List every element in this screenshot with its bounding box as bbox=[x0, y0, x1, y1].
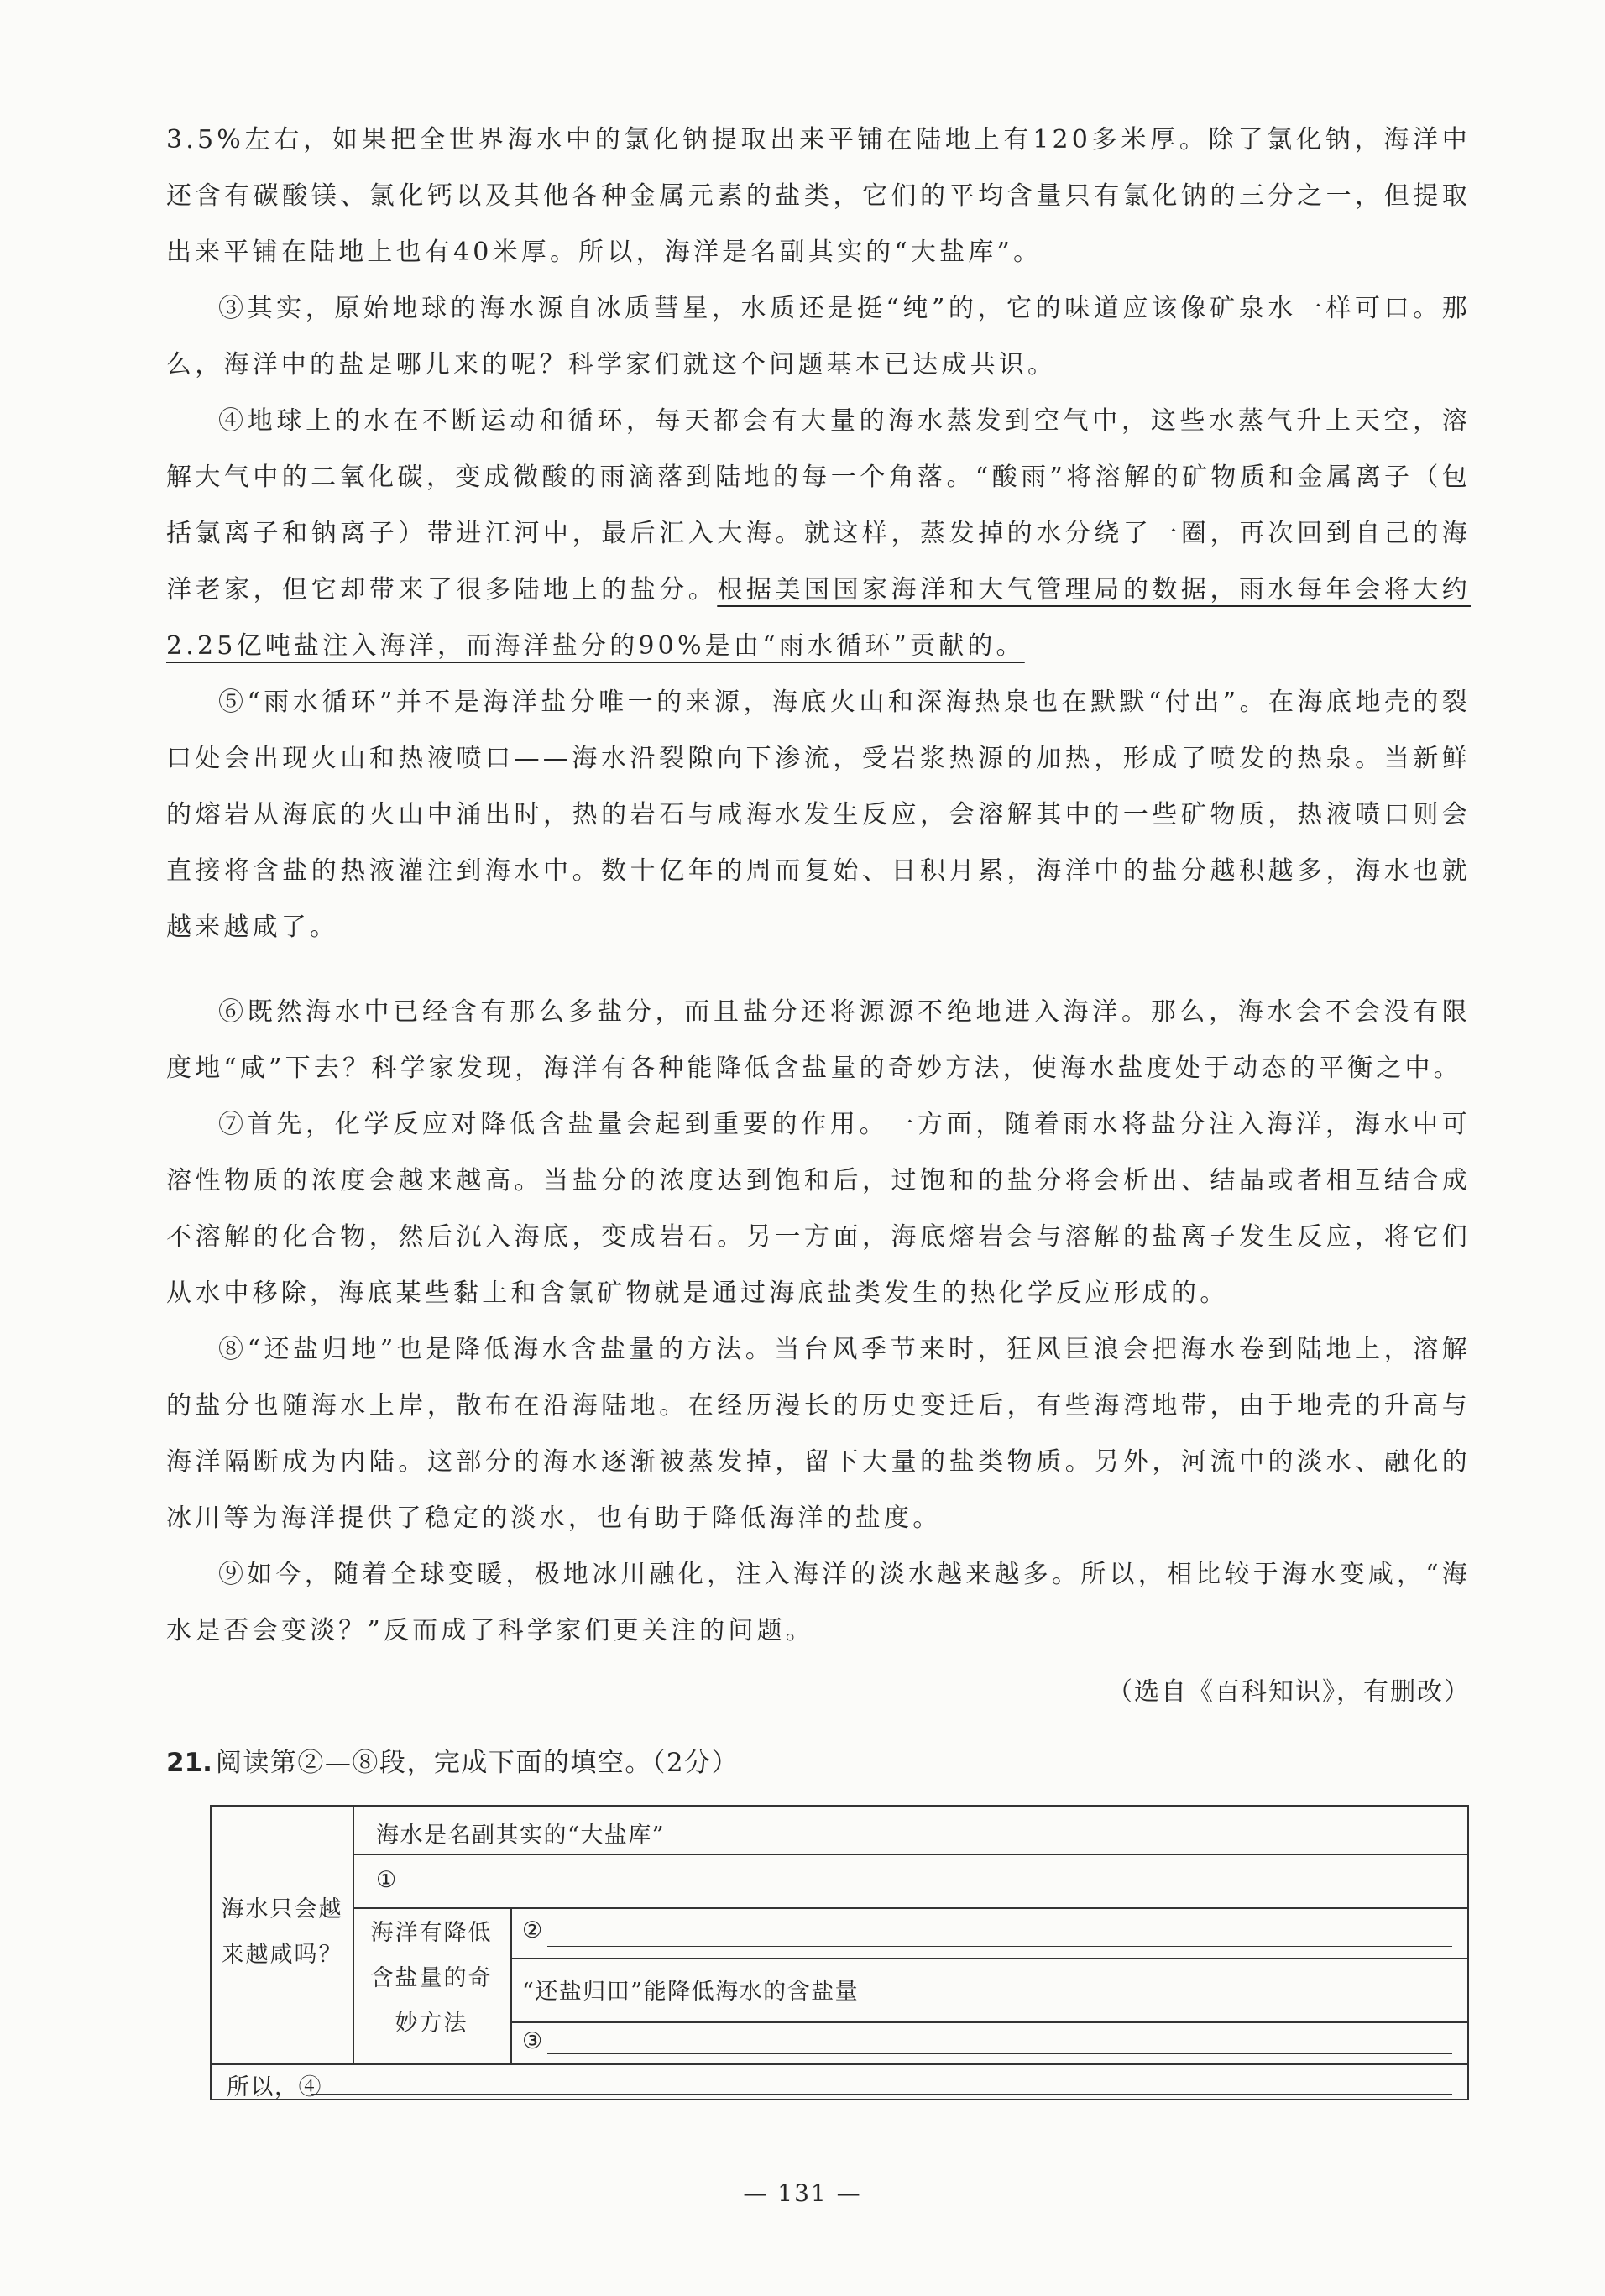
page-number: — 131 — bbox=[743, 2179, 862, 2207]
blank-1-label: ① bbox=[376, 1867, 398, 1893]
table-middle-title bbox=[353, 1911, 510, 2047]
table-left-title-line1: 海水只会越 bbox=[221, 1896, 343, 1922]
paragraph-5: ⑤“雨水循环”并不是海洋盐分唯一的来源，海底火山和深海热泉也在默默“付出”。在海底地壳的裂口处会出现火山和热液喷口——海水沿裂隙向下渗流，受岩浆热源的加热，形成了喷发的热泉。当新鲜的熔岩从海底的火山中涌出时，热的岩石与咸海水发生反应，会溶解其中的一些矿物质，热液喷口则会直接将含盐的热液灌注到海水中。数十亿年的周而复始、日积月累，海洋中的盐分越积越多，海水也就越来越咸了。 bbox=[166, 688, 1471, 942]
table-row-line-3 bbox=[510, 1958, 1469, 1959]
paragraph-4-text: ④地球上的水在不断运动和循环，每天都会有大量的海水蒸发到空气中，这些水蒸气升上天空，溶解大气中的二氧化碳，变成微酸的雨滴落到陆地的每一个角落。“酸雨”将溶解的矿物质和金属离子（包括氯离子和钠离子）带进江河中，最后汇入大海。就这样，蒸发掉的水分绕了一圈，再次回到自己的海洋老家，但它却带来了很多陆地上的盐分。 bbox=[166, 406, 1471, 604]
table-row-line-5 bbox=[212, 2063, 1469, 2065]
table-middle-title-line2: 含盐量的奇 bbox=[370, 1965, 493, 1991]
paragraph-3: ③其实，原始地球的海水源自冰质彗星，水质还是挺“纯”的，它的味道应该像矿泉水一样可口。那么，海洋中的盐是哪儿来的呢？科学家们就这个问题基本已达成共识。 bbox=[166, 294, 1471, 379]
blank-3-answer-line[interactable] bbox=[547, 2053, 1452, 2054]
blank-2-answer-line[interactable] bbox=[547, 1946, 1452, 1947]
table-left-title-line2: 来越咸吗？ bbox=[221, 1942, 343, 1968]
table-row-big-salt-store: 海水是名副其实的“大盐库” bbox=[376, 1823, 666, 1849]
paragraph-4-underlined: 根据美国国家海洋和大气管理局的数据，雨水每年会将大约2.25亿吨盐注入海洋，而海洋盐分的90%是由“雨水循环”贡献的。 bbox=[166, 575, 1471, 661]
table-row-line-2 bbox=[353, 1907, 1469, 1909]
table-left-title bbox=[212, 1887, 353, 1978]
blank-3-label: ③ bbox=[522, 2028, 544, 2054]
paragraph-6: ⑥既然海水中已经含有那么多盐分，而且盐分还将源源不绝地进入海洋。那么，海水会不会没有限度地“咸”下去？科学家发现，海洋有各种能降低含盐量的奇妙方法，使海水盐度处于动态的平衡之中。 bbox=[166, 997, 1471, 1083]
paragraph-continued: 3.5%左右，如果把全世界海水中的氯化钠提取出来平铺在陆地上有120多米厚。除了氯化钠，海洋中还含有碳酸镁、氯化钙以及其他各种金属元素的盐类，它们的平均含量只有氯化钠的三分之一，但提取出来平铺在陆地上也有40米厚。所以，海洋是名副其实的“大盐库”。 bbox=[166, 125, 1471, 267]
conclusion-label: 所以，④ bbox=[227, 2074, 322, 2100]
answer-table bbox=[210, 1805, 1469, 2100]
blank-4-answer-line[interactable] bbox=[311, 2094, 1452, 2095]
table-row-line-1 bbox=[353, 1854, 1469, 1855]
table-row-line-4 bbox=[510, 2021, 1469, 2023]
paragraph-4 bbox=[166, 393, 1471, 674]
paragraph-8: ⑧“还盐归地”也是降低海水含盐量的方法。当台风季节来时，狂风巨浪会把海水卷到陆地上，溶解的盐分也随海水上岸，散布在沿海陆地。在经历漫长的历史变迁后，有些海湾地带，由于地壳的升高与海洋隔断成为内陆。这部分的海水逐渐被蒸发掉，留下大量的盐类物质。另外，河流中的淡水、融化的冰川等为海洋提供了稳定的淡水，也有助于降低海洋的盐度。 bbox=[166, 1335, 1471, 1533]
paragraph-7: ⑦首先，化学反应对降低含盐量会起到重要的作用。一方面，随着雨水将盐分注入海洋，海水中可溶性物质的浓度会越来越高。当盐分的浓度达到饱和后，过饱和的盐分将会析出、结晶或者相互结合成不溶解的化合物，然后沉入海底，变成岩石。另一方面，海底熔岩会与溶解的盐离子发生反应，将它们从水中移除，海底某些黏土和含氯矿物就是通过海底盐类发生的热化学反应形成的。 bbox=[166, 1110, 1471, 1308]
blank-2-label: ② bbox=[522, 1917, 544, 1943]
question-text: 阅读第②—⑧段，完成下面的填空。（2分） bbox=[215, 1748, 740, 1778]
table-middle-title-line3: 妙方法 bbox=[395, 2011, 468, 2037]
table-middle-title-line1: 海洋有降低 bbox=[370, 1920, 493, 1946]
table-divider-middle bbox=[510, 1907, 512, 2063]
paragraph-9: ⑨如今，随着全球变暖，极地冰川融化，注入海洋的淡水越来越多。所以，相比较于海水变咸，“海水是否会变淡？”反而成了科学家们更关注的问题。 bbox=[166, 1560, 1471, 1645]
source-citation: （选自《百科知识》，有删改） bbox=[1107, 1677, 1471, 1707]
question-21 bbox=[166, 1741, 739, 1779]
question-number: 21. bbox=[166, 1748, 212, 1778]
table-row-return-salt: “还盐归田”能降低海水的含盐量 bbox=[522, 1979, 860, 2005]
